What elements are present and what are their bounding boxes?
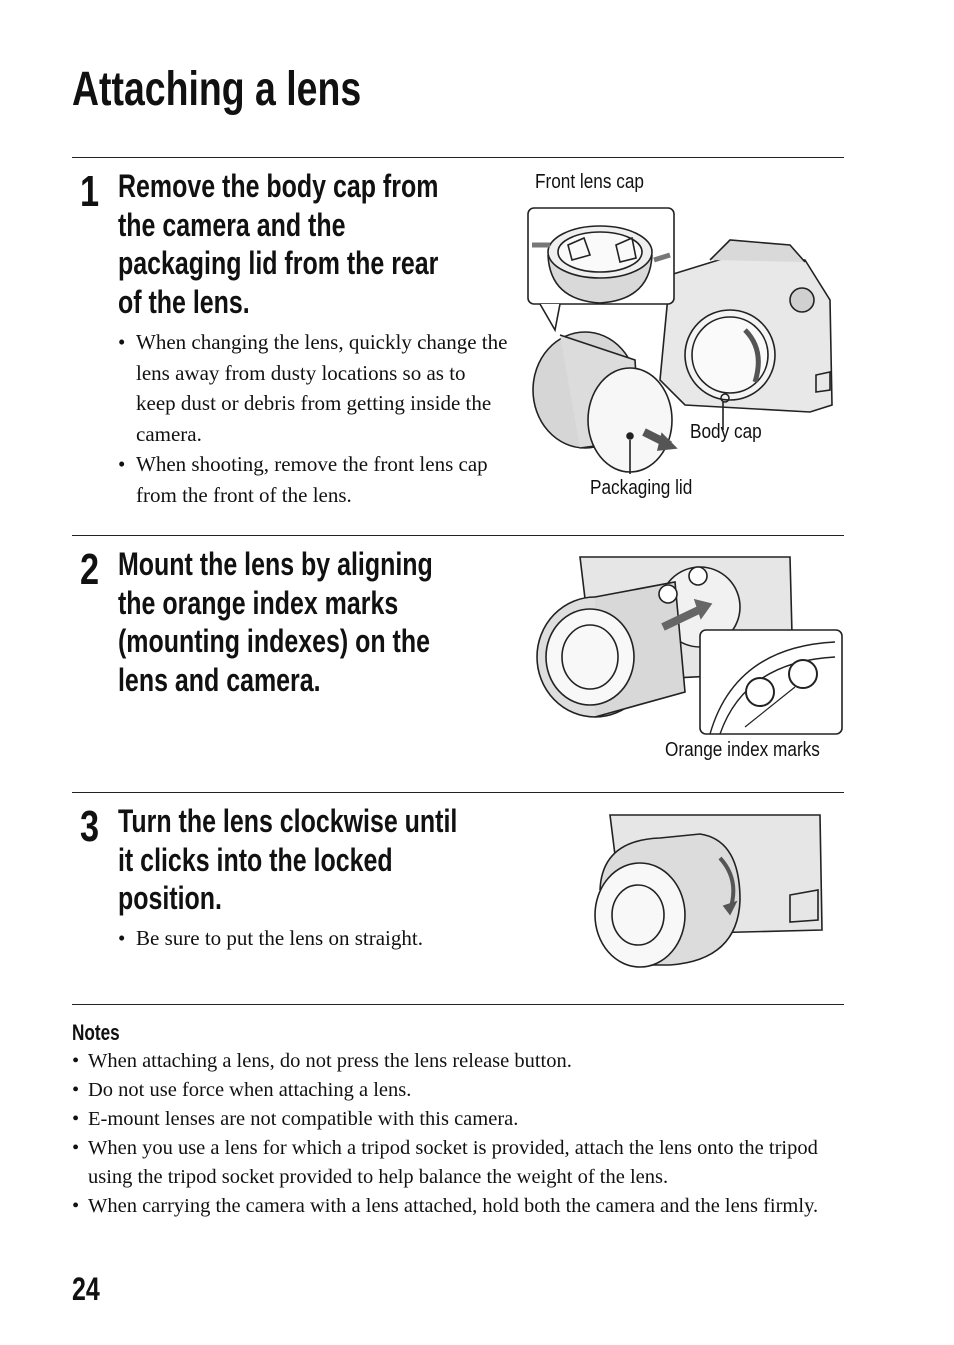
step-1-heading-line: of the lens.	[118, 284, 250, 321]
step-1-heading-line: Remove the body cap from	[118, 168, 439, 204]
divider	[72, 1004, 844, 1005]
step-1-bullet: • When changing the lens, quickly change the lens away from dusty locations so as to keep dust or debris from getting inside the camera.	[118, 327, 508, 449]
step-2-heading-line: (mounting indexes) on the	[118, 623, 430, 660]
step-3-illustration	[590, 810, 830, 970]
step-2-number: 2	[80, 545, 100, 594]
step-3-bullet: • Be sure to put the lens on straight.	[118, 923, 508, 954]
front-lens-cap-label: Front lens cap	[535, 171, 644, 193]
notes-title: Notes	[72, 1020, 120, 1045]
note-item: • Do not use force when attaching a lens.	[72, 1076, 842, 1105]
orange-index-marks-label: Orange index marks	[665, 739, 820, 761]
note-item: • When you use a lens for which a tripod socket is provided, attach the lens onto the tripod using the tripod socket provided to help balance the weight of the lens.	[72, 1134, 842, 1192]
divider	[72, 792, 844, 793]
step-2-illustration	[535, 552, 845, 737]
step-3-bullets	[118, 923, 508, 954]
step-1-bullets	[118, 327, 508, 510]
step-3-heading-line: position.	[118, 880, 222, 917]
packaging-lid-label: Packaging lid	[590, 477, 693, 499]
step-1-illustration	[520, 200, 840, 480]
notes-list	[72, 1047, 842, 1221]
step-3-heading-line: Turn the lens clockwise until	[118, 803, 458, 839]
body-cap-label: Body cap	[690, 421, 762, 443]
step-1-heading-line: the camera and the	[118, 206, 346, 243]
divider	[72, 535, 844, 536]
step-1-bullet: • When shooting, remove the front lens cap from the front of the lens.	[118, 449, 508, 510]
page-title: Attaching a lens	[72, 63, 362, 116]
page-number: 24	[72, 1271, 100, 1307]
note-item: • When carrying the camera with a lens attached, hold both the camera and the lens firmly.	[72, 1192, 842, 1221]
step-1-number: 1	[80, 167, 100, 216]
step-2-heading-line: the orange index marks	[118, 584, 399, 621]
step-3-heading	[118, 802, 457, 918]
step-1-heading	[118, 167, 438, 322]
step-1-heading-line: packaging lid from the rear	[118, 245, 439, 282]
step-2-heading-line: Mount the lens by aligning	[118, 546, 433, 582]
step-2-heading	[118, 545, 433, 700]
note-item: • When attaching a lens, do not press the lens release button.	[72, 1047, 842, 1076]
step-3-heading-line: it clicks into the locked	[118, 841, 393, 878]
note-item: • E-mount lenses are not compatible with this camera.	[72, 1105, 842, 1134]
divider	[72, 157, 844, 158]
step-2-heading-line: lens and camera.	[118, 662, 321, 699]
step-3-number: 3	[80, 802, 100, 851]
